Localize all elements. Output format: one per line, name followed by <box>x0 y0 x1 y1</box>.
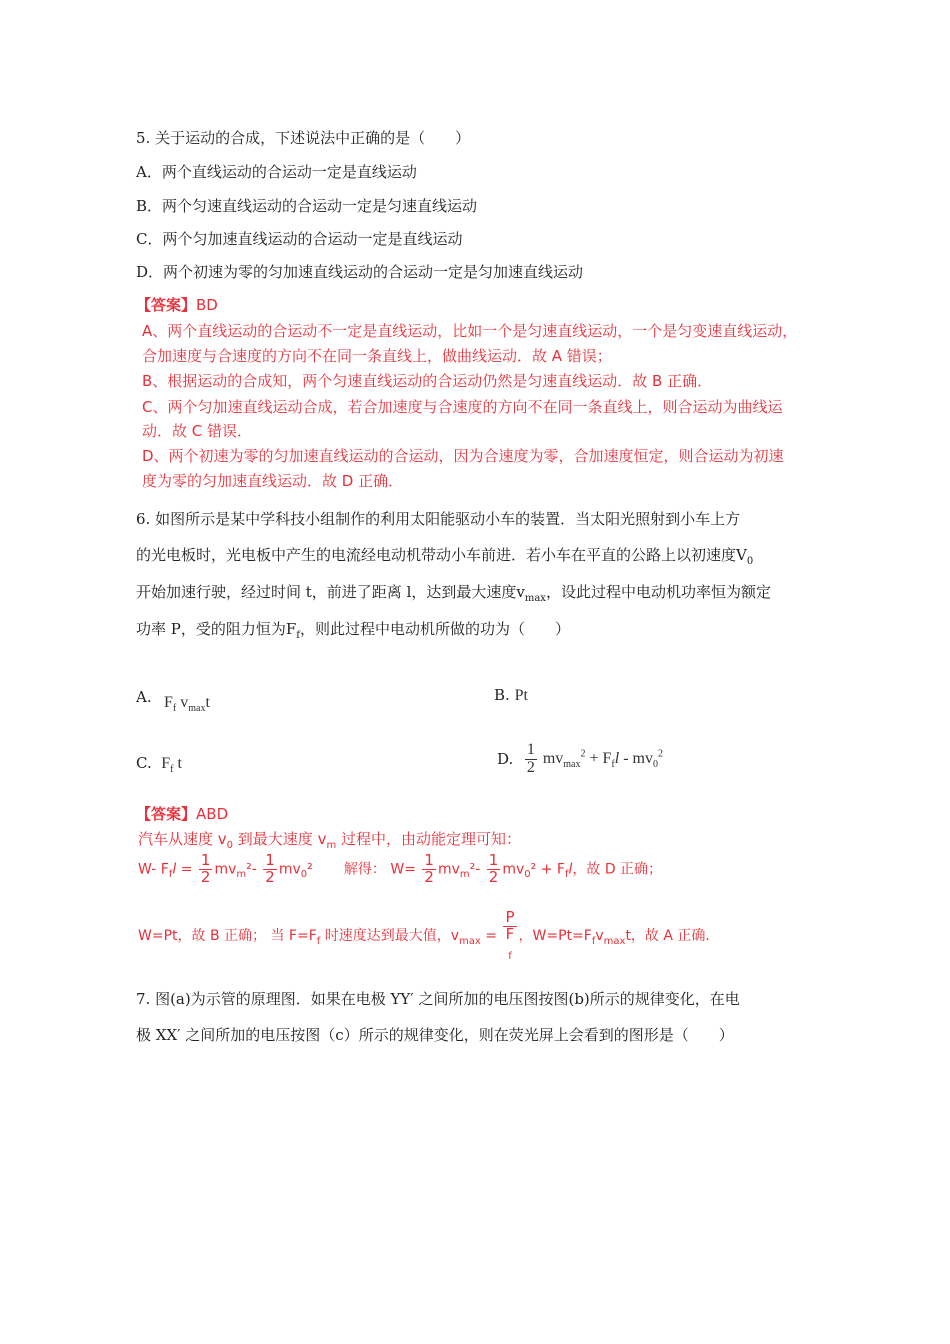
ff-symbol: $F_f$ <box>285 620 300 641</box>
q5-explanation-line: 度为零的匀加速直线运动．故 D 正确． <box>142 472 404 490</box>
answer-value: ABD <box>196 805 229 823</box>
solve-label: 解得： <box>343 861 386 878</box>
q5-explanation-line: D、两个初速为零的匀加速直线运动的合运动，因为合速度为零，合加速度恒定，则合运动为初速 <box>142 447 784 465</box>
q5-explanation-line: 动．故 C 错误． <box>142 422 253 440</box>
q6-option-d: D. $\frac{1}{2}$ $mv_{max}^2 + F_fl - mv_0^2$ <box>497 741 663 776</box>
answer-value: BD <box>196 296 218 314</box>
q5-option-b: B．两个匀速直线运动的合运动一定是匀速直线运动 <box>136 197 478 215</box>
q6-option-a-label: A. <box>136 688 152 706</box>
q6-stem-text: 功率 P，受的阻力恒为 <box>136 620 286 638</box>
q7-stem-line: 7. 图(a)为示管的原理图．如果在电极 YY′ 之间所加的电压图按图(b)所示的规律变化，在电 <box>136 990 740 1008</box>
q5-stem: 5. 关于运动的合成，下述说法中正确的是（ ） <box>136 129 471 147</box>
q6-stem-line <box>136 544 753 567</box>
q6-explanation-line: W=Pt，故 B 正确； 当 $F=F_f$ 时速度达到最大值，$v_{max}$ = P F $_f$ ，$W=Pt=F_fv_{max}t$，故 A 正确． <box>138 908 720 962</box>
q6-stem-text: 开始加速行驶，经过时间 t，前进了距离 l，达到最大速度 <box>136 583 517 601</box>
q6-option-c: C. $F_f$ t <box>136 754 182 776</box>
q6-stem-text: ，则此过程中电动机所做的功为（ ） <box>300 620 571 638</box>
q5-explanation-line: A、两个直线运动的合运动不一定是直线运动，比如一个是匀速直线运动，一个是匀变速直线运动， <box>142 322 798 340</box>
q5-option-d: D．两个初速为零的匀加速直线运动的合运动一定是匀加速直线运动 <box>136 263 584 281</box>
q6-stem-line <box>136 581 771 604</box>
q6-answer <box>136 803 228 824</box>
q5-explanation-line: 合加速度与合速度的方向不在同一条直线上，做曲线运动．故 A 错误； <box>142 347 612 365</box>
q6-option-b: B. Pt <box>494 686 528 704</box>
q7-stem-line: 极 XX′ 之间所加的电压按图（c）所示的规律变化，则在荧光屏上会看到的图形是（ ） <box>136 1026 734 1044</box>
q6-explanation-line: 汽车从速度 $v_0$ 到最大速度 $v_m$ 过程中，由动能定理可知： <box>138 830 521 851</box>
q6-stem-line: 6. 如图所示是某中学科技小组制作的利用太阳能驱动小车的装置．当太阳光照射到小车上方 <box>136 510 741 528</box>
q6-option-a-formula: $F_f$ $v_{max}t$ <box>164 694 210 715</box>
answer-tag: 【答案】 <box>136 296 197 314</box>
v0-symbol: $V_0$ <box>736 546 754 567</box>
q5-option-c: C．两个匀加速直线运动的合运动一定是直线运动 <box>136 230 463 248</box>
q5-answer <box>136 294 218 315</box>
answer-tag: 【答案】 <box>136 805 197 823</box>
q6-equation-line: W- $F_fl$ = $\frac{1}{2}$ $mv_m^2-$ $\frac{1}{2}$ $mv_0^2$ 解得： W= $\frac{1}{2}$ $mv_m^2-$ $\frac{1}{2}$ $mv_0^2 + F_fl$，故 D 正确； <box>138 851 663 886</box>
q5-option-a: A．两个直线运动的合运动一定是直线运动 <box>136 163 417 181</box>
q6-stem-line <box>136 618 570 641</box>
q6-stem-text: 的光电板时，光电板中产生的电流经电动机带动小车前进．若小车在平直的公路上以初速度 <box>136 546 737 564</box>
vmax-symbol: $v_{max}$ <box>516 583 546 604</box>
q5-explanation-line: C、两个匀加速直线运动合成，若合加速度与合速度的方向不在同一条直线上，则合运动为曲线运 <box>142 398 783 416</box>
q6-stem-text: ，设此过程中电动机功率恒为额定 <box>545 583 771 601</box>
fraction: $\frac{1}{2}$ <box>526 741 535 776</box>
q5-explanation-line: B、根据运动的合成知，两个匀速直线运动的合运动仍然是匀速直线运动．故 B 正确． <box>142 372 713 390</box>
